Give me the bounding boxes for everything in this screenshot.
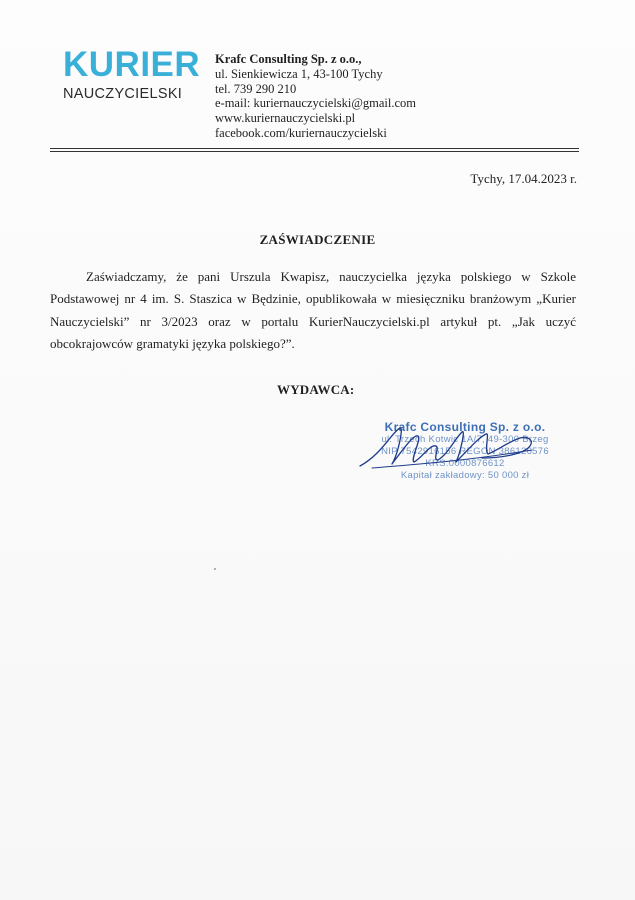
company-phone: tel. 739 290 210 <box>215 81 297 96</box>
logo-wordmark-bottom: NAUCZYCIELSKI <box>63 86 183 102</box>
document-title: ZAŚWIADCZENIE <box>259 232 376 247</box>
document-date: Tychy, 17.04.2023 r. <box>470 171 577 186</box>
stamp-address: ul. Trzech Kotwic 1A/7, 49-300 Brzeg <box>381 434 549 445</box>
company-website: www.kuriernauczycielski.pl <box>215 111 356 126</box>
logo-wordmark-top: KURIER <box>63 45 201 84</box>
document-body: Zaświadczamy, że pani Urszula Kwapisz, nauczycielka języka polskiego w Szkole Podstawowej nr 4 im. S. Staszica w Będzinie, opublikowała w miesięczniku branżowym „Kurier Nauczycielski” nr 3/2023 oraz w portalu KurierNauczycielski.pl artykuł pt. „Jak uczyć obcokrajowców gramatyki języka polskiego?”. <box>50 269 576 351</box>
paper-speck <box>214 568 216 570</box>
logo <box>63 45 203 102</box>
company-email: e-mail: kuriernauczycielski@gmail.com <box>215 96 417 111</box>
company-header <box>215 52 416 141</box>
company-stamp <box>360 420 570 482</box>
company-address: ul. Sienkiewicza 1, 43-100 Tychy <box>215 66 383 81</box>
stamp-capital: Kapitał zakładowy: 50 000 zł <box>400 470 530 481</box>
company-name: Krafc Consulting Sp. z o.o., <box>215 52 362 66</box>
header-divider-top <box>50 148 579 149</box>
publisher-label: WYDAWCA: <box>277 382 355 397</box>
company-facebook: facebook.com/kuriernauczycielski <box>215 125 387 140</box>
header-divider-bottom <box>50 151 579 152</box>
stamp-krs: KRS:0000876612 <box>425 458 505 469</box>
stamp-tax-ids: NIP 7542916156 REGON 386126576 <box>381 446 549 457</box>
stamp-company-name: Krafc Consulting Sp. z o.o. <box>384 420 546 434</box>
